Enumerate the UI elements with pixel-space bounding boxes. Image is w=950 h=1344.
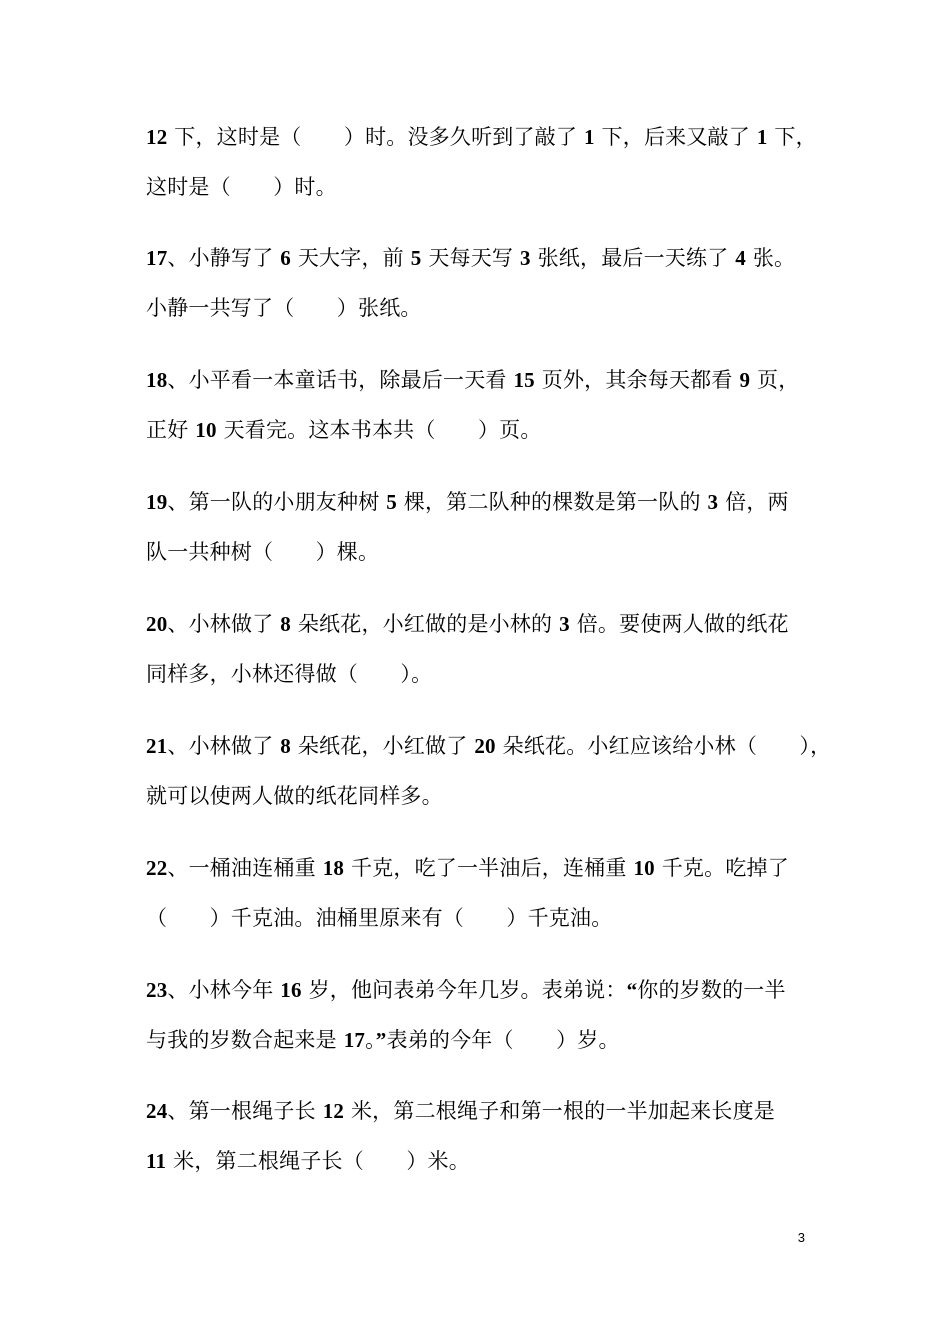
text-segment: 天每天写 xyxy=(421,246,521,270)
bold-number: 8 xyxy=(280,612,291,636)
problem-24 xyxy=(146,1086,818,1186)
bold-number: 20 xyxy=(474,734,496,758)
text-segment: 张纸，最后一天练了 xyxy=(530,246,736,270)
text-segment: 这时是（ ）时。 xyxy=(146,175,337,199)
problem-line xyxy=(146,893,818,943)
bold-number: 4 xyxy=(735,246,746,270)
text-segment: 你的岁数的一半 xyxy=(637,978,786,1002)
problem-line xyxy=(146,721,832,771)
problem-line xyxy=(146,233,818,283)
text-segment: 米，第二根绳子长（ ）米。 xyxy=(166,1149,470,1173)
problem-23 xyxy=(146,965,818,1065)
bold-number: 15 xyxy=(513,368,535,392)
text-segment: 棵，第二队种的棵数是第一队的 xyxy=(396,490,708,514)
text-segment: 下，这时是（ ）时。没多久听到了敲了 xyxy=(167,125,584,149)
bold-number: 8 xyxy=(280,734,291,758)
bold-number: 3 xyxy=(559,612,570,636)
text-segment: 、第一队的小朋友种树 xyxy=(167,490,387,514)
problem-line xyxy=(146,843,818,893)
text-segment: 朵纸花。小红应该给小林（ ）， xyxy=(495,734,832,758)
problem-line xyxy=(146,599,818,649)
text-segment: 页外，其余每天都看 xyxy=(534,368,740,392)
bold-number: 10 xyxy=(195,418,217,442)
bold-number: 17 xyxy=(146,246,168,270)
problem-line xyxy=(146,649,818,699)
problem-line xyxy=(146,1015,818,1065)
text-segment: 张。 xyxy=(745,246,796,270)
text-segment: 朵纸花，小红做了 xyxy=(290,734,475,758)
text-segment: 千克，吃了一半油后，连桶重 xyxy=(344,856,634,880)
bold-number: 16 xyxy=(280,978,302,1002)
bold-number: 6 xyxy=(280,246,291,270)
text-segment: 就可以使两人做的纸花同样多。 xyxy=(146,784,443,808)
problem-20 xyxy=(146,599,818,699)
text-segment: 、小静写了 xyxy=(167,246,281,270)
text-segment: 下， xyxy=(767,125,817,149)
page-number: 3 xyxy=(797,1230,805,1245)
text-segment: 倍。要使两人做的纸花 xyxy=(569,612,789,636)
text-segment: 、第一根绳子长 xyxy=(167,1099,323,1123)
text-segment: 、小平看一本童话书，除最后一天看 xyxy=(167,368,514,392)
problem-18 xyxy=(146,355,818,455)
problem-line xyxy=(146,527,818,577)
bold-number: 21 xyxy=(146,734,168,758)
problem-17 xyxy=(146,233,818,333)
problem-line xyxy=(146,283,818,333)
bold-number: 24 xyxy=(146,1099,168,1123)
text-segment: 队一共种树（ ）棵。 xyxy=(146,540,380,564)
text-segment: 。 xyxy=(365,1028,376,1052)
problem-22 xyxy=(146,843,818,943)
text-segment: 表弟的今年（ ）岁。 xyxy=(386,1028,620,1052)
text-segment: 页， xyxy=(750,368,800,392)
bold-number: 1 xyxy=(756,125,768,149)
bold-number: 9 xyxy=(739,368,751,392)
text-segment: 天大字，前 xyxy=(290,246,411,270)
problem-line xyxy=(146,162,818,212)
bold-number: 1 xyxy=(583,125,595,149)
text-segment: 、一桶油连桶重 xyxy=(167,856,323,880)
bold-number: 11 xyxy=(146,1149,167,1173)
text-segment: 正好 xyxy=(146,418,196,442)
bold-number: 23 xyxy=(146,978,168,1002)
problem-line xyxy=(146,965,818,1015)
bold-number: 12 xyxy=(322,1099,345,1123)
problem-line xyxy=(146,112,818,162)
bold-number: 3 xyxy=(707,490,719,514)
problem-line xyxy=(146,477,818,527)
bold-number: “ xyxy=(626,978,638,1002)
bold-number: 20 xyxy=(146,612,168,636)
text-segment: 、小林做了 xyxy=(167,612,281,636)
problem-21 xyxy=(146,721,832,821)
text-segment: 、小林做了 xyxy=(167,734,281,758)
text-segment: 米，第二根绳子和第一根的一半加起来长度是 xyxy=(344,1099,775,1123)
problem-line xyxy=(146,405,818,455)
bold-number: 22 xyxy=(146,856,168,880)
bold-number: 12 xyxy=(146,125,168,149)
bold-number: 3 xyxy=(520,246,531,270)
text-segment: 、小林今年 xyxy=(167,978,281,1002)
text-segment: （ ）千克油。油桶里原来有（ ）千克油。 xyxy=(146,906,613,930)
bold-number: 17 xyxy=(343,1028,366,1052)
text-segment: 朵纸花，小红做的是小林的 xyxy=(290,612,560,636)
bold-number: ” xyxy=(375,1028,387,1052)
problem-line xyxy=(146,1136,818,1186)
bold-number: 10 xyxy=(633,856,655,880)
text-segment: 小静一共写了（ ）张纸。 xyxy=(146,296,422,320)
bold-number: 5 xyxy=(386,490,397,514)
bold-number: 5 xyxy=(410,246,422,270)
bold-number: 19 xyxy=(146,490,168,514)
bold-number: 18 xyxy=(322,856,345,880)
text-segment: 天看完。这本书本共（ ）页。 xyxy=(216,418,542,442)
text-segment: 与我的岁数合起来是 xyxy=(146,1028,344,1052)
text-segment: 下，后来又敲了 xyxy=(594,125,757,149)
problem-line xyxy=(146,355,818,405)
text-segment: 岁，他问表弟今年几岁。表弟说： xyxy=(301,978,627,1002)
problem-12-continuation xyxy=(146,112,818,212)
text-segment: 倍，两 xyxy=(718,490,789,514)
problem-line xyxy=(146,771,818,821)
text-segment: 同样多，小林还得做（ ）。 xyxy=(146,662,433,686)
problem-line xyxy=(146,1086,818,1136)
text-segment: 千克。吃掉了 xyxy=(654,856,789,880)
problem-19 xyxy=(146,477,818,577)
bold-number: 18 xyxy=(146,368,168,392)
